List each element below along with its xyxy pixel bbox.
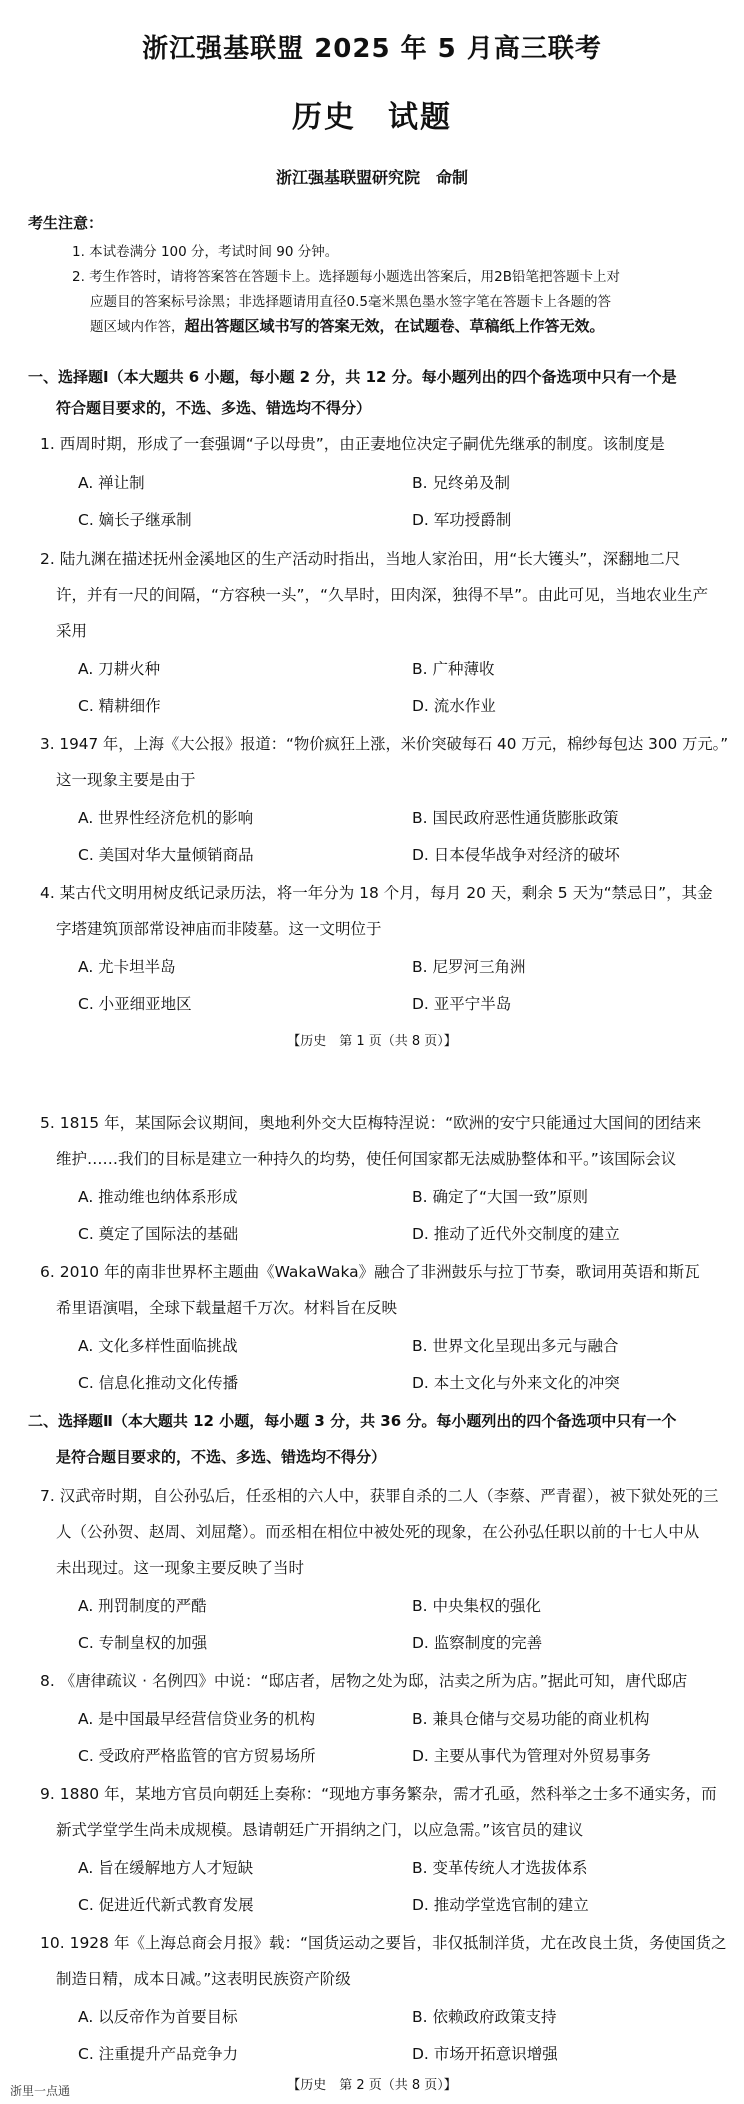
q4-option-a: A. 尤卡坦半岛 xyxy=(78,958,176,976)
q5-stem-2: 维护……我们的目标是建立一种持久的均势，使任何国家都无法威胁整体和平。”该国际会议 xyxy=(56,1150,677,1168)
q3-option-d: D. 日本侵华战争对经济的破坏 xyxy=(412,846,620,864)
q1-option-b: B. 兄终弟及制 xyxy=(412,474,510,492)
q5-option-a: A. 推动维也纳体系形成 xyxy=(78,1188,238,1206)
q4-option-c: C. 小亚细亚地区 xyxy=(78,995,192,1013)
q9-stem-1: 9. 1880 年，某地方官员向朝廷上奏称：“现地方事务繁杂，需才孔亟，然科举之士多不通实务，而 xyxy=(40,1785,717,1803)
q7-stem-3: 未出现过。这一现象主要反映了当时 xyxy=(56,1559,305,1577)
q6-option-d: D. 本土文化与外来文化的冲突 xyxy=(412,1374,620,1392)
section-2-heading-cont: 是符合题目要求的，不选、多选、错选均不得分） xyxy=(56,1448,387,1466)
q6-stem-2: 希里语演唱，全球下载量超千万次。材料旨在反映 xyxy=(56,1299,398,1317)
q1-option-d: D. 军功授爵制 xyxy=(412,511,512,529)
q2-option-d: D. 流水作业 xyxy=(412,697,496,715)
q2-stem-2: 许，并有一尺的间隔，“方容秧一头”，“久旱时，田肉深，独得不旱”。由此可见，当地农业生产 xyxy=(56,586,709,604)
q1-option-c: C. 嫡长子继承制 xyxy=(78,511,192,529)
notice-line-2c-plain: 题区域内作答， xyxy=(90,319,185,335)
publisher-line: 浙江强基联盟研究院 命制 xyxy=(275,168,468,187)
q7-option-a: A. 刑罚制度的严酷 xyxy=(78,1597,207,1615)
q2-option-c: C. 精耕细作 xyxy=(78,697,161,715)
q7-stem-2: 人（公孙贺、赵周、刘屈氂）。而丞相在相位中被处死的现象，在公孙弘任职以前的十七人中从 xyxy=(56,1523,700,1541)
q3-option-b: B. 国民政府恶性通货膨胀政策 xyxy=(412,809,619,827)
q8-stem-1: 8. 《唐律疏议 · 名例四》中说：“邸店者，居物之处为邸，沽卖之所为店。”据此可知，唐代邸店 xyxy=(40,1672,688,1690)
q2-option-a: A. 刀耕火种 xyxy=(78,660,161,678)
q2-stem-3: 采用 xyxy=(56,622,88,640)
q3-option-c: C. 美国对华大量倾销商品 xyxy=(78,846,254,864)
q4-stem-2: 字塔建筑顶部常设神庙而非陵墓。这一文明位于 xyxy=(56,920,382,938)
q9-option-a: A. 旨在缓解地方人才短缺 xyxy=(78,1859,254,1877)
q5-stem-1: 5. 1815 年，某国际会议期间，奥地利外交大臣梅特涅说：“欧洲的安宁只能通过大国间的团结来 xyxy=(40,1114,702,1132)
q10-stem-1: 10. 1928 年《上海总商会月报》载：“国货运动之要旨，非仅抵制洋货，尤在改良土货，务使国货之 xyxy=(40,1934,727,1952)
q5-option-d: D. 推动了近代外交制度的建立 xyxy=(412,1225,620,1243)
q8-option-c: C. 受政府严格监管的官方贸易场所 xyxy=(78,1747,316,1765)
section-1-heading: 一、选择题Ⅰ（本大题共 6 小题，每小题 2 分，共 12 分。每小题列出的四个备选项中只有一个是 xyxy=(28,368,677,386)
q7-option-d: D. 监察制度的完善 xyxy=(412,1634,543,1652)
q9-option-b: B. 变革传统人才选拔体系 xyxy=(412,1859,588,1877)
notice-line-2a: 2. 考生作答时，请将答案答在答题卡上。选择题每小题选出答案后，用2B铅笔把答题卡上对 xyxy=(72,269,621,285)
q2-option-b: B. 广种薄收 xyxy=(412,660,495,678)
notice-line-2b: 应题目的答案标号涂黑；非选择题请用直径0.5毫米黑色墨水签字笔在答题卡上各题的答 xyxy=(90,294,611,310)
q1-stem: 1. 西周时期，形成了一套强调“子以母贵”，由正妻地位决定子嗣优先继承的制度。该制度是 xyxy=(40,435,665,453)
q10-option-b: B. 依赖政府政策支持 xyxy=(412,2008,557,2026)
notice-line-2c xyxy=(90,315,605,336)
section-1-heading-cont: 符合题目要求的，不选、多选、错选均不得分） xyxy=(56,399,372,417)
notice-heading: 考生注意： xyxy=(28,214,104,232)
q5-option-b: B. 确定了“大国一致”原则 xyxy=(412,1188,589,1206)
q3-option-a: A. 世界性经济危机的影响 xyxy=(78,809,254,827)
q6-option-a: A. 文化多样性面临挑战 xyxy=(78,1337,238,1355)
section-2-heading: 二、选择题Ⅱ（本大题共 12 小题，每小题 3 分，共 36 分。每小题列出的四个备选项中只有一个 xyxy=(28,1412,677,1430)
q8-option-d: D. 主要从事代为管理对外贸易事务 xyxy=(412,1747,651,1765)
q5-option-c: C. 奠定了国际法的基础 xyxy=(78,1225,239,1243)
page-footer-2: 【历史 第 2 页（共 8 页）】 xyxy=(287,2078,457,2093)
q9-option-c: C. 促进近代新式教育发展 xyxy=(78,1896,254,1914)
q1-option-a: A. 禅让制 xyxy=(78,474,145,492)
notice-line-1: 1. 本试卷满分 100 分，考试时间 90 分钟。 xyxy=(72,244,339,260)
notice-line-2c-bold: 超出答题区域书写的答案无效，在试题卷、草稿纸上作答无效。 xyxy=(184,317,605,335)
q10-option-a: A. 以反帝作为首要目标 xyxy=(78,2008,238,2026)
q4-option-b: B. 尼罗河三角洲 xyxy=(412,958,526,976)
q10-stem-2: 制造日精，成本日减。”这表明民族资产阶级 xyxy=(56,1970,351,1988)
q7-option-b: B. 中央集权的强化 xyxy=(412,1597,541,1615)
q8-option-b: B. 兼具仓储与交易功能的商业机构 xyxy=(412,1710,650,1728)
q9-stem-2: 新式学堂学生尚未成规模。恳请朝廷广开捐纳之门，以应急需。”该官员的建议 xyxy=(56,1821,584,1839)
q4-option-d: D. 亚平宁半岛 xyxy=(412,995,512,1013)
q7-stem-1: 7. 汉武帝时期，自公孙弘后，任丞相的六人中，获罪自杀的二人（李蔡、严青翟），被下狱处死的三 xyxy=(40,1487,719,1505)
q6-option-b: B. 世界文化呈现出多元与融合 xyxy=(412,1337,619,1355)
q6-stem-1: 6. 2010 年的南非世界杯主题曲《WakaWaka》融合了非洲鼓乐与拉丁节奏，歌词用英语和斯瓦 xyxy=(40,1263,700,1281)
q4-stem-1: 4. 某古代文明用树皮纸记录历法，将一年分为 18 个月，每月 20 天，剩余 5 天为“禁忌日”，其金 xyxy=(40,884,713,902)
q10-option-d: D. 市场开拓意识增强 xyxy=(412,2045,558,2063)
q7-option-c: C. 专制皇权的加强 xyxy=(78,1634,208,1652)
q3-stem-2: 这一现象主要是由于 xyxy=(56,771,196,789)
corner-watermark-text: 浙里一点通 xyxy=(10,2084,71,2098)
exam-title: 浙江强基联盟 2025 年 5 月高三联考 xyxy=(142,34,602,64)
q2-stem-1: 2. 陆九渊在描述抚州金溪地区的生产活动时指出，当地人家治田，用“长大镬头”，深翻地二尺 xyxy=(40,550,681,568)
q9-option-d: D. 推动学堂选官制的建立 xyxy=(412,1896,589,1914)
q3-stem-1: 3. 1947 年，上海《大公报》报道：“物价疯狂上涨，米价突破每石 40 万元，棉纱每包达 300 万元。” xyxy=(40,735,729,753)
page-footer-1: 【历史 第 1 页（共 8 页）】 xyxy=(287,1034,457,1049)
subject-title: 历史 试题 xyxy=(292,100,452,135)
q8-option-a: A. 是中国最早经营信贷业务的机构 xyxy=(78,1710,316,1728)
q6-option-c: C. 信息化推动文化传播 xyxy=(78,1374,239,1392)
q10-option-c: C. 注重提升产品竞争力 xyxy=(78,2045,239,2063)
